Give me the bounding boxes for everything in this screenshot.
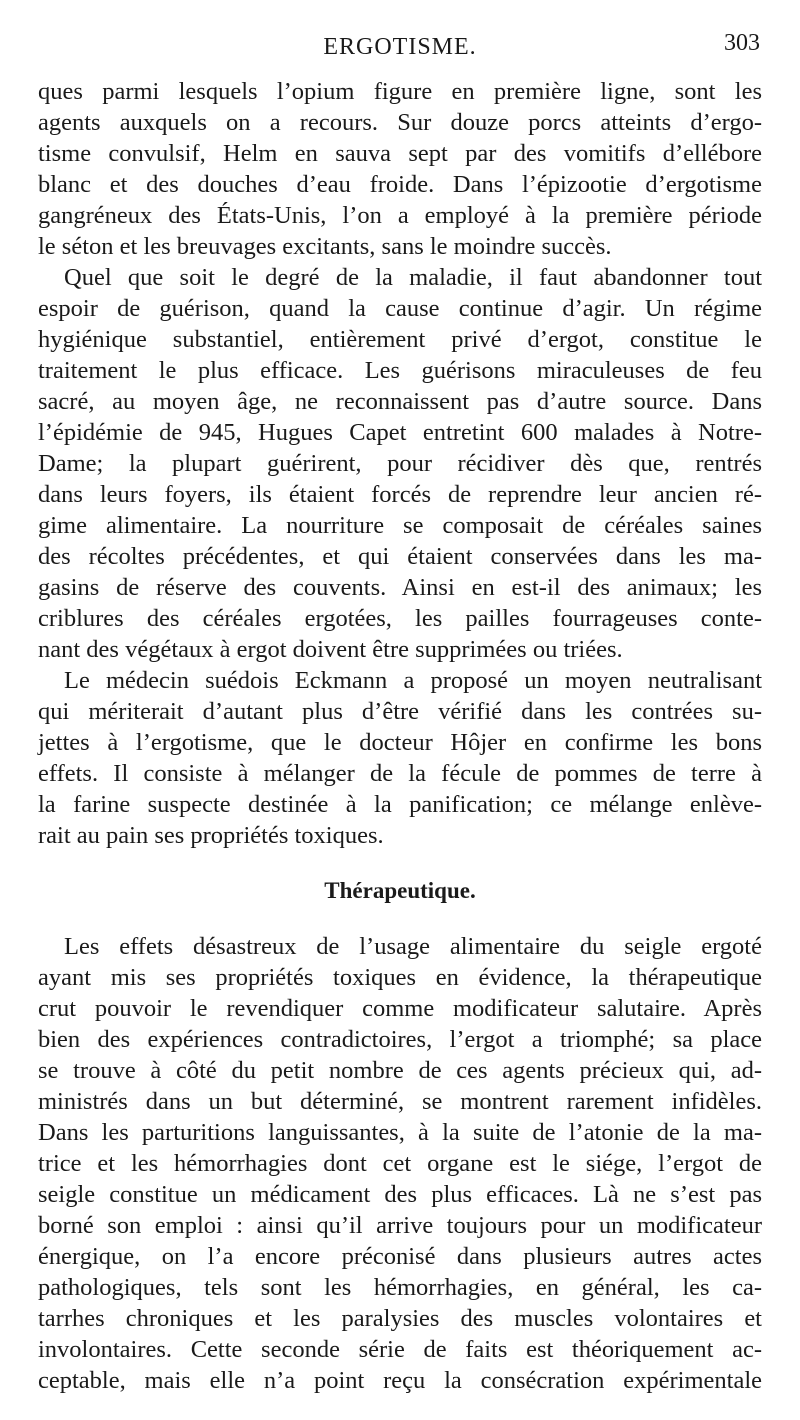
text-line: gangréneux des États-Unis, l’on a employé à la première période [38, 202, 762, 229]
text-line: crut pouvoir le revendiquer comme modificateur salutaire. Après [38, 995, 762, 1022]
page-body [38, 76, 762, 1396]
paragraph [38, 76, 762, 262]
text-line: criblures des céréales ergotées, les pailles fourrageuses conte- [38, 605, 762, 632]
page-number: 303 [724, 30, 760, 56]
text-line: pathologiques, tels sont les hémorrhagies, en général, les ca- [38, 1274, 762, 1301]
text-line: l’épidémie de 945, Hugues Capet entretint 600 malades à Notre- [38, 419, 762, 446]
text-line: se trouve à côté du petit nombre de ces agents précieux qui, ad- [38, 1057, 762, 1084]
text-line: agents auxquels on a recours. Sur douze porcs atteints d’ergo- [38, 109, 762, 136]
text-line: énergique, on l’a encore préconisé dans plusieurs autres actes [38, 1243, 762, 1270]
text-line: trice et les hémorrhagies dont cet organe est le siége, l’ergot de [38, 1150, 762, 1177]
text-line: tarrhes chroniques et les paralysies des muscles volontaires et [38, 1305, 762, 1332]
text-line: des récoltes précédentes, et qui étaient conservées dans les ma- [38, 543, 762, 570]
text-line: tisme convulsif, Helm en sauva sept par des vomitifs d’ellébore [38, 140, 762, 167]
text-line: le séton et les breuvages excitants, sans le moindre succès. [38, 233, 612, 260]
text-line: ques parmi lesquels l’opium figure en première ligne, sont les [38, 78, 762, 105]
text-line: jettes à l’ergotisme, que le docteur Hôjer en confirme les bons [38, 729, 762, 756]
text-line: hygiénique substantiel, entièrement privé d’ergot, constitue le [38, 326, 762, 353]
text-line: rait au pain ses propriétés toxiques. [38, 822, 384, 849]
text-line: Dans les parturitions languissantes, à la suite de l’atonie de la ma- [38, 1119, 762, 1146]
text-line: la farine suspecte destinée à la panification; ce mélange enlève- [38, 791, 762, 818]
text-line: Le médecin suédois Eckmann a proposé un moyen neutralisant [64, 667, 762, 694]
text-line: traitement le plus efficace. Les guérisons miraculeuses de feu [38, 357, 762, 384]
text-line: espoir de guérison, quand la cause continue d’agir. Un régime [38, 295, 762, 322]
text-line: Les effets désastreux de l’usage alimentaire du seigle ergoté [64, 933, 762, 960]
text-line: nant des végétaux à ergot doivent être supprimées ou triées. [38, 636, 623, 663]
section-heading: Thérapeutique. [324, 878, 476, 903]
text-line: ceptable, mais elle n’a point reçu la consécration expérimentale [38, 1367, 762, 1394]
text-line: gime alimentaire. La nourriture se composait de céréales saines [38, 512, 762, 539]
text-line: ayant mis ses propriétés toxiques en évidence, la thérapeutique [38, 964, 762, 991]
text-line: effets. Il consiste à mélanger de la fécule de pommes de terre à [38, 760, 762, 787]
text-line: blanc et des douches d’eau froide. Dans l’épizootie d’ergotisme [38, 171, 762, 198]
text-line: ministrés dans un but déterminé, se montrent rarement infidèles. [38, 1088, 762, 1115]
text-line: qui mériterait d’autant plus d’être vérifié dans les contrées su- [38, 698, 762, 725]
text-line: seigle constitue un médicament des plus efficaces. Là ne s’est pas [38, 1181, 762, 1208]
paragraph [38, 262, 762, 665]
text-line: sacré, au moyen âge, ne reconnaissent pas d’autre source. Dans [38, 388, 762, 415]
paragraph [38, 931, 762, 1396]
text-line: Dame; la plupart guérirent, pour récidiver dès que, rentrés [38, 450, 762, 477]
text-line: dans leurs foyers, ils étaient forcés de reprendre leur ancien ré- [38, 481, 762, 508]
text-line: involontaires. Cette seconde série de faits est théoriquement ac- [38, 1336, 762, 1363]
text-line: bien des expériences contradictoires, l’ergot a triomphé; sa place [38, 1026, 762, 1053]
running-title: ERGOTISME. [323, 34, 477, 60]
text-line: Quel que soit le degré de la maladie, il faut abandonner tout [64, 264, 762, 291]
paragraph [38, 665, 762, 851]
text-line: gasins de réserve des couvents. Ainsi en est-il des animaux; les [38, 574, 762, 601]
text-line: borné son emploi : ainsi qu’il arrive toujours pour un modificateur [38, 1212, 762, 1239]
